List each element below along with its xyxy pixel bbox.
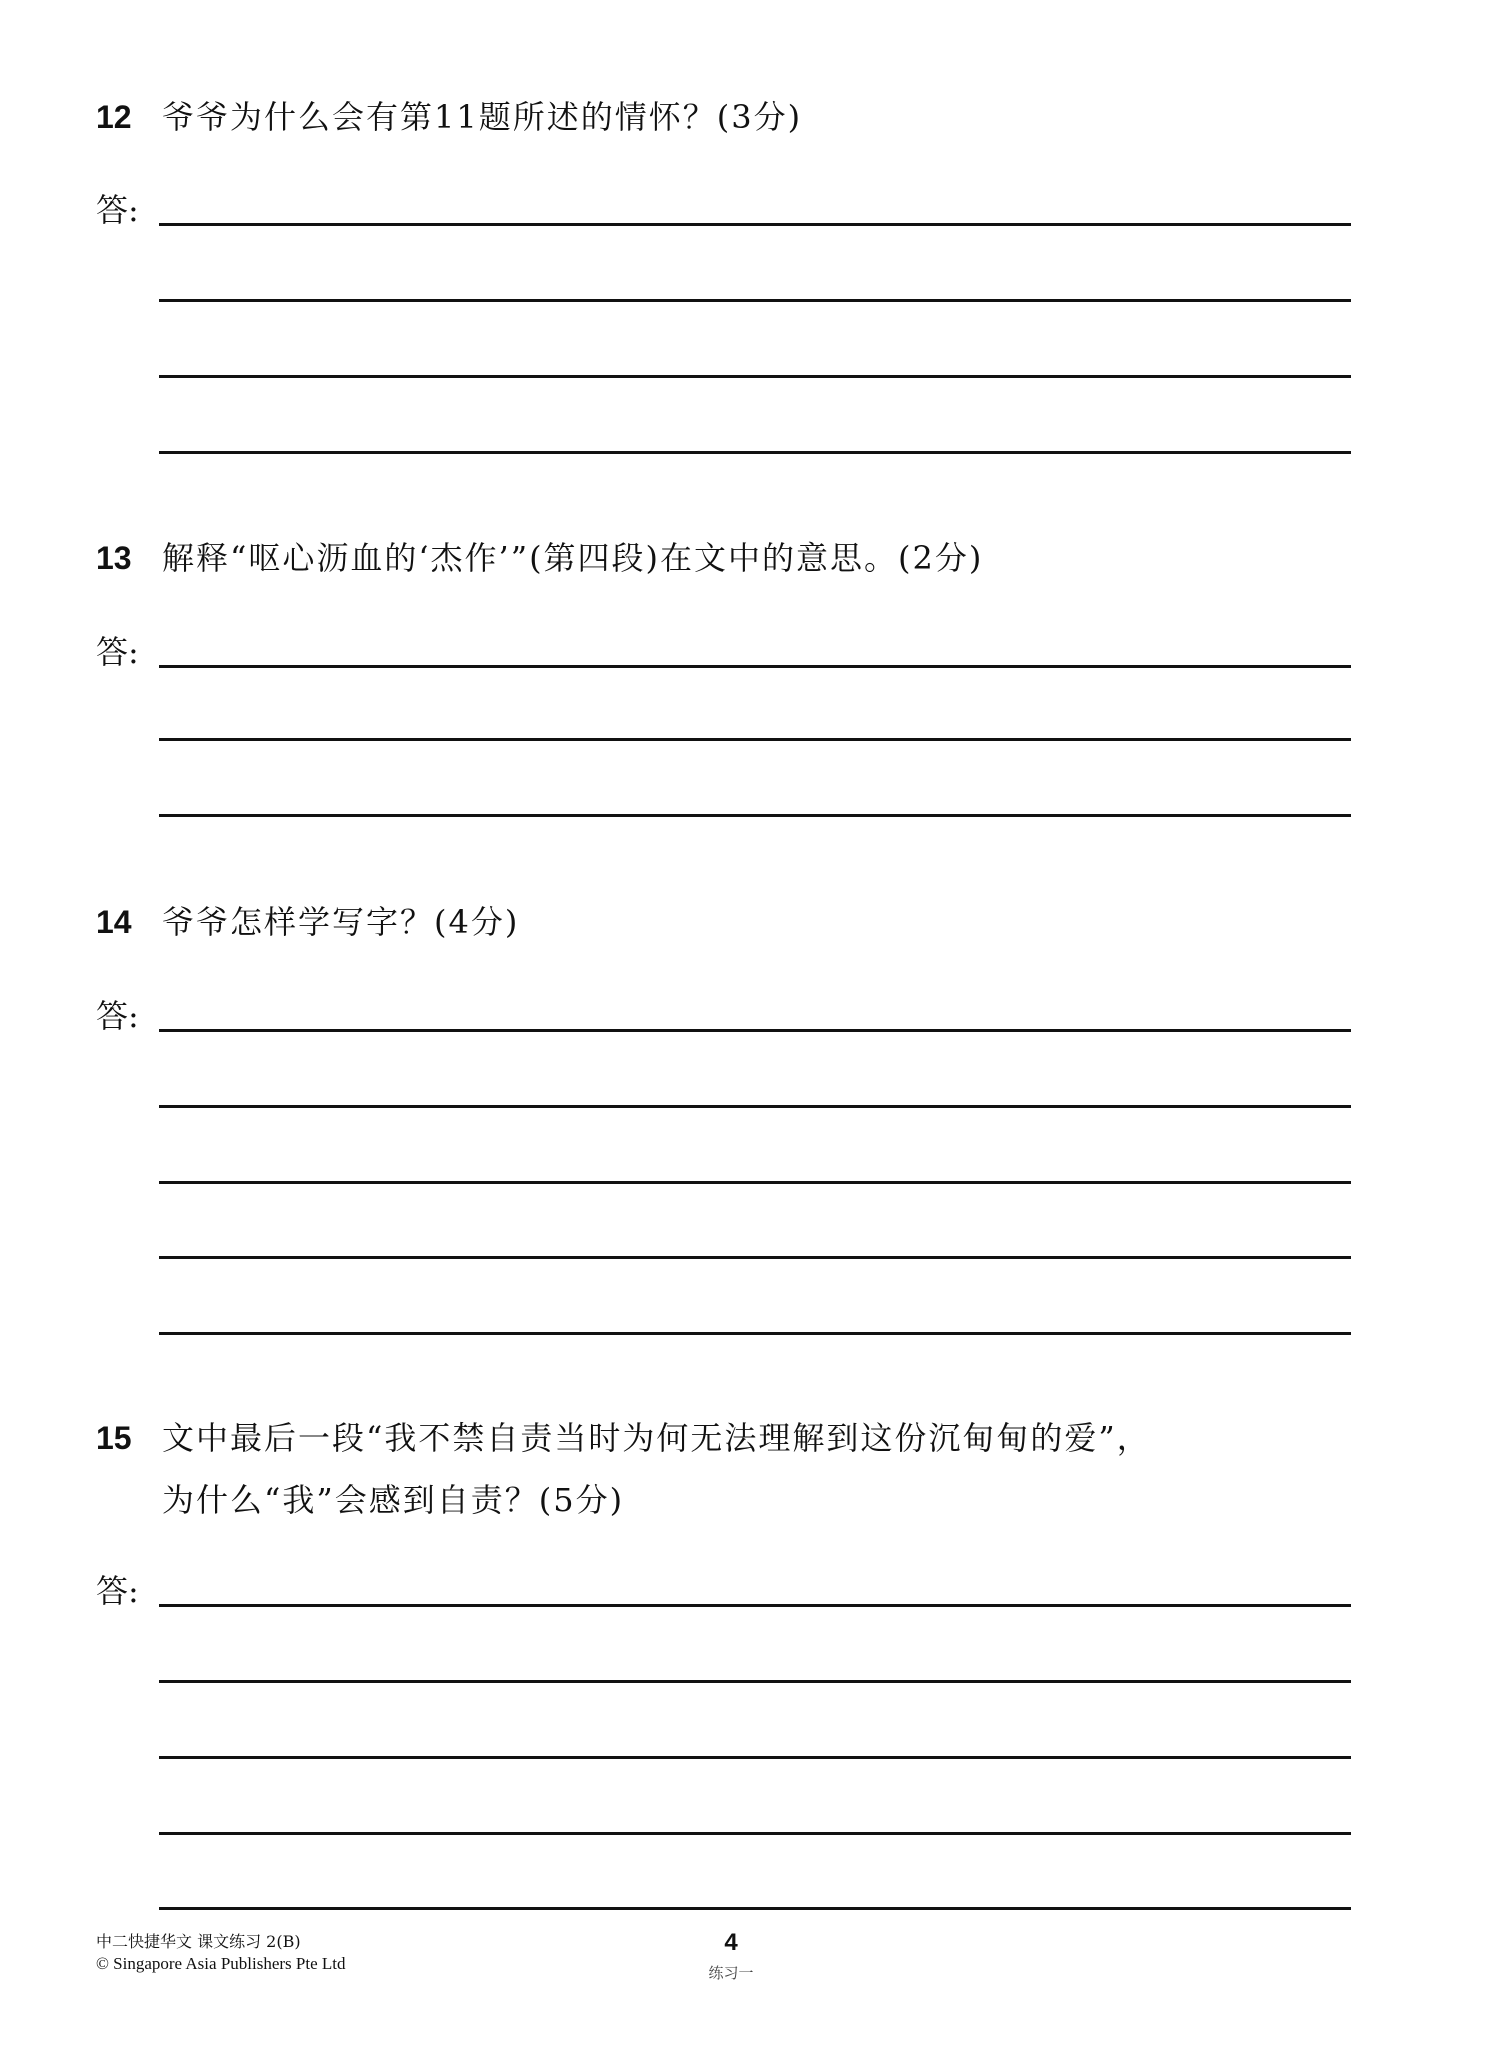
book-title (96, 1931, 301, 1954)
copyright (96, 1953, 346, 1976)
answer-line[interactable] (159, 1756, 1351, 1759)
copyright-text: © Singapore Asia Publishers Pte Ltd (96, 1954, 346, 1973)
question-number: 13 (96, 540, 132, 576)
question-text-line-1: 文中最后一段“我不禁自责当时为何无法理解到这份沉甸甸的爱”， (162, 1419, 1151, 1457)
answer-line[interactable] (159, 1029, 1351, 1032)
answer-label: 答: (96, 633, 139, 671)
question-text: 爷爷为什么会有第11题所述的情怀？(3分) (162, 98, 803, 136)
answer-line[interactable] (159, 451, 1351, 454)
question-number: 12 (96, 99, 132, 135)
page-number: 4 (724, 1929, 738, 1956)
answer-label: 答: (96, 1572, 139, 1610)
answer-line[interactable] (159, 1105, 1351, 1108)
question-text: 爷爷怎样学写字？(4分) (162, 903, 520, 941)
answer-line[interactable] (159, 665, 1351, 668)
answer-label: 答: (96, 191, 139, 229)
answer-line[interactable] (159, 1332, 1351, 1335)
answer-line[interactable] (159, 223, 1351, 226)
answer-line[interactable] (159, 1907, 1351, 1910)
answer-line[interactable] (159, 1604, 1351, 1607)
question-number: 14 (96, 904, 132, 940)
answer-line[interactable] (159, 738, 1351, 741)
answer-line[interactable] (159, 299, 1351, 302)
section-label: 练习一 (708, 1964, 754, 1982)
answer-label: 答: (96, 997, 139, 1035)
answer-line[interactable] (159, 1680, 1351, 1683)
answer-line[interactable] (159, 1181, 1351, 1184)
answer-line[interactable] (159, 375, 1351, 378)
question-number: 15 (96, 1420, 132, 1456)
answer-line[interactable] (159, 1832, 1351, 1835)
question-text: 解释“呕心沥血的‘杰作’”(第四段)在文中的意思。(2分) (162, 539, 984, 577)
question-text-line-2: 为什么“我”会感到自责？(5分) (162, 1481, 625, 1519)
answer-line[interactable] (159, 814, 1351, 817)
book-title-text: 中二快捷华文 课文练习 2(B) (96, 1932, 301, 1951)
answer-line[interactable] (159, 1256, 1351, 1259)
